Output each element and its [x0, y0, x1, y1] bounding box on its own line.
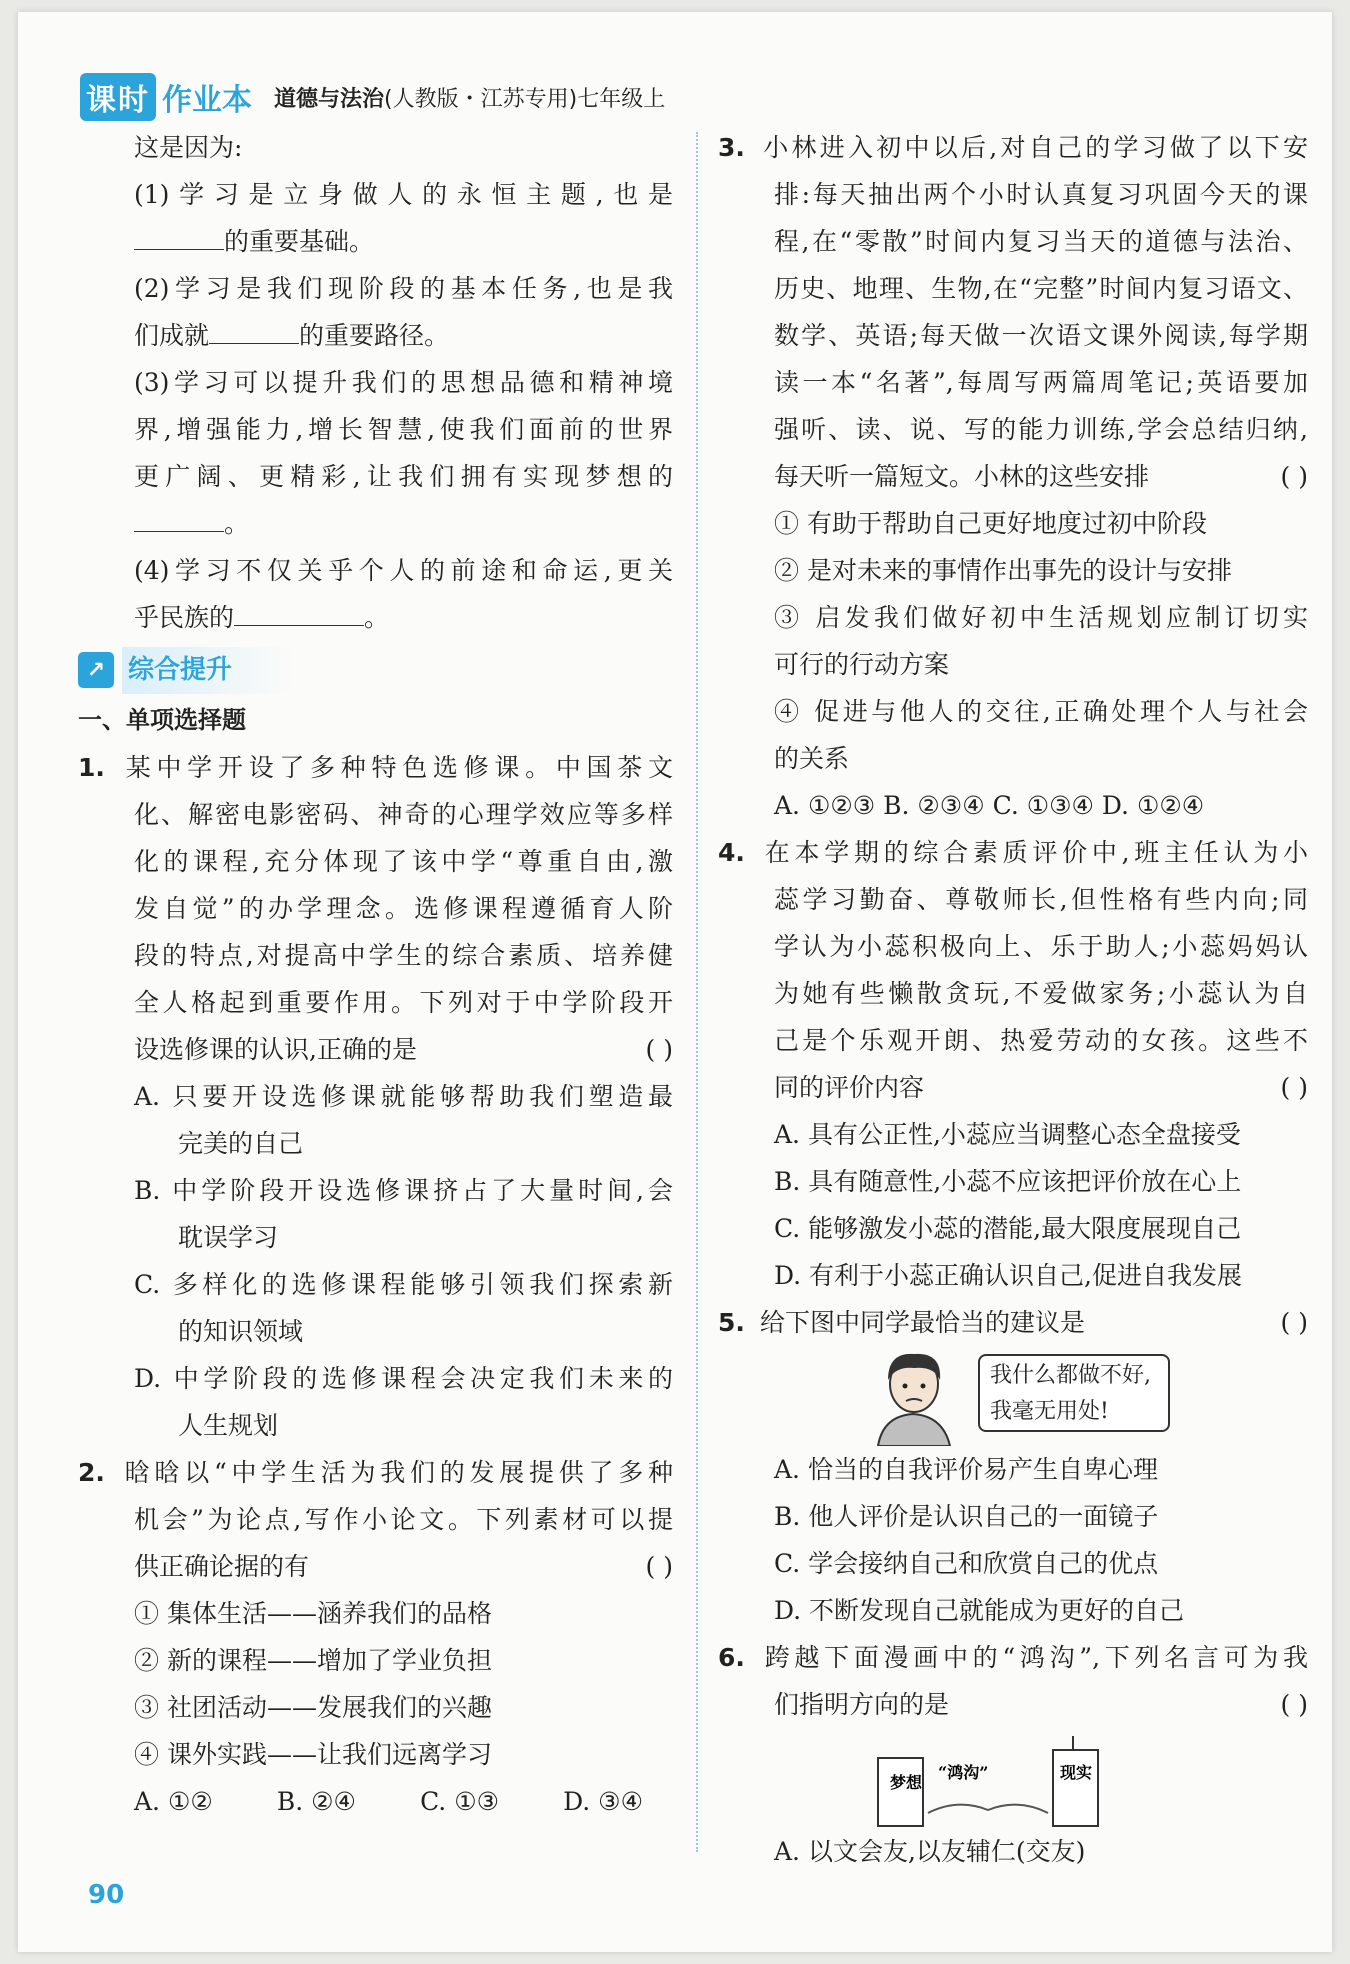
q6-cartoon: [718, 1728, 1308, 1828]
page-header: [80, 72, 665, 122]
point-2-a: (2)学习是我们现阶段的基本任务,也是我: [134, 274, 673, 303]
q3-line: 排:每天抽出两个小时认真复习巩固今天的课: [774, 180, 1308, 209]
q3-item-cont: 的关系: [774, 744, 850, 773]
point-3-a: (3)学习可以提升我们的思想品德和精神境: [134, 368, 673, 397]
q5-number: 5.: [718, 1308, 745, 1337]
q3-text: 小林进入初中以后,对自己的学习做了以下安: [760, 133, 1308, 162]
q1-option-b[interactable]: B. 中学阶段开设选修课挤占了大量时间,会: [134, 1176, 673, 1205]
section-title: 综合提升: [122, 647, 292, 694]
brand-logo: 课时: [80, 73, 156, 121]
boy-illustration: [858, 1346, 968, 1446]
q6-text-last: 们指明方向的是: [774, 1690, 950, 1719]
edition: (人教版・江苏专用): [384, 86, 578, 112]
question-1: [78, 744, 673, 1449]
q5-illustration: [718, 1346, 1308, 1446]
point-1-b-text: 的重要基础。: [224, 227, 375, 256]
q4-line: 学认为小蕊积极向上、乐于助人;小蕊妈妈认: [774, 932, 1308, 961]
q1-option-c[interactable]: C. 多样化的选修课程能够引领我们探索新: [134, 1270, 673, 1299]
q5-option-a[interactable]: A. 恰当的自我评价易产生自卑心理: [774, 1455, 1158, 1484]
q2-text: 晗晗以“中学生活为我们的发展提供了多种: [120, 1458, 673, 1487]
q2-option-d[interactable]: D. ③④: [563, 1787, 643, 1816]
q1-line: 化、解密电影密码、神奇的心理学效应等多样: [134, 800, 673, 829]
answer-blank[interactable]: [209, 313, 299, 344]
q2-item: ① 集体生活——涵养我们的品格: [134, 1599, 492, 1628]
point-2-b: [78, 312, 673, 359]
question-2: [78, 1449, 673, 1825]
point-4-b-pre: 乎民族的: [134, 603, 235, 632]
speech-bubble: [978, 1354, 1170, 1432]
answer-paren[interactable]: ( ): [1280, 462, 1308, 491]
q4-text: 在本学期的综合素质评价中,班主任认为小: [760, 838, 1308, 867]
q2-option-a[interactable]: A. ①②: [134, 1787, 213, 1816]
q1-line: 全人格起到重要作用。下列对于中学阶段开: [134, 988, 673, 1017]
q4-option-d[interactable]: D. 有利于小蕊正确认识自己,促进自我发展: [774, 1261, 1242, 1290]
q1-option-a-cont: 完美的自己: [178, 1129, 304, 1158]
q5-option-c[interactable]: C. 学会接纳自己和欣赏自己的优点: [774, 1549, 1159, 1578]
q6-line: [718, 1634, 1308, 1681]
q3-options[interactable]: A. ①②③ B. ②③④ C. ①③④ D. ①②④: [774, 791, 1205, 820]
q2-option-b[interactable]: B. ②④: [276, 1787, 356, 1816]
q3-line: 数学、英语;每天做一次语文课外阅读,每学期: [774, 321, 1308, 350]
q2-number: 2.: [78, 1458, 105, 1487]
q2-text-last: 供正确论据的有: [134, 1552, 310, 1581]
question-5: [718, 1299, 1308, 1634]
q3-line: 读一本“名著”,每周写两篇周笔记;英语要加: [774, 368, 1308, 397]
q6-line-last: [718, 1681, 1308, 1728]
answer-paren[interactable]: ( ): [1280, 1690, 1308, 1719]
page: [18, 12, 1332, 1952]
answer-blank[interactable]: [134, 219, 224, 250]
cartoon-label-reality: 现实: [1060, 1763, 1093, 1782]
q6-number: 6.: [718, 1643, 745, 1672]
q1-option-c-cont: 的知识领域: [178, 1317, 304, 1346]
q4-line: 己是个乐观开朗、热爱劳动的女孩。这些不: [774, 1026, 1308, 1055]
point-4-b-post: 。: [364, 603, 390, 632]
q2-line-last: [78, 1543, 673, 1590]
q4-option-b[interactable]: B. 具有随意性,小蕊不应该把评价放在心上: [774, 1167, 1242, 1196]
q3-line: [718, 124, 1308, 171]
section-heading: [78, 645, 673, 695]
gap-cartoon: [868, 1728, 1108, 1828]
q2-options: [78, 1778, 673, 1825]
subject: 道德与法治: [274, 86, 385, 112]
answer-paren[interactable]: ( ): [1280, 1308, 1308, 1337]
q1-line: 段的特点,对提高中学生的综合素质、培养健: [134, 941, 673, 970]
q1-number: 1.: [78, 753, 105, 782]
intro-text: 这是因为:: [134, 133, 243, 162]
q4-line: 为她有些懒散贪玩,不爱做家务;小蕊认为自: [774, 979, 1308, 1008]
q3-item: ① 有助于帮助自己更好地度过初中阶段: [774, 509, 1207, 538]
answer-blank[interactable]: [134, 501, 224, 532]
point-4-a: (4)学习不仅关乎个人的前途和命运,更关: [134, 556, 673, 585]
answer-paren[interactable]: ( ): [645, 1035, 673, 1064]
question-4: [718, 829, 1308, 1299]
q4-line: [718, 829, 1308, 876]
q1-option-d[interactable]: D. 中学阶段的选修课程会决定我们未来的: [134, 1364, 673, 1393]
rocket-icon: ↗: [78, 652, 114, 688]
q1-line-last: [78, 1026, 673, 1073]
brand-logo-text: 作业本: [162, 83, 252, 118]
q3-line: 强听、读、说、写的能力训练,学会总结归纳,: [774, 415, 1308, 444]
q1-option-d-cont: 人生规划: [178, 1411, 279, 1440]
answer-paren[interactable]: ( ): [1280, 1073, 1308, 1102]
q2-item: ④ 课外实践——让我们远离学习: [134, 1740, 492, 1769]
q5-option-d[interactable]: D. 不断发现自己就能成为更好的自己: [774, 1596, 1185, 1625]
grade: 七年级上: [577, 86, 666, 112]
bubble-line-1: 我什么都做不好,: [990, 1363, 1151, 1388]
q4-number: 4.: [718, 838, 745, 867]
q2-option-c[interactable]: C. ①③: [420, 1787, 500, 1816]
point-3-d-text: 。: [224, 509, 250, 538]
q2-line: 机会”为论点,写作小论文。下列素材可以提: [134, 1505, 673, 1534]
subheading: 一、单项选择题: [78, 706, 246, 734]
question-6: [718, 1634, 1308, 1875]
column-divider: [696, 132, 698, 1852]
q4-option-a[interactable]: A. 具有公正性,小蕊应当调整心态全盘接受: [774, 1120, 1241, 1149]
q3-item: ② 是对未来的事情作出事先的设计与安排: [774, 556, 1232, 585]
q2-item: ② 新的课程——增加了学业负担: [134, 1646, 492, 1675]
q1-text: 某中学开设了多种特色选修课。中国茶文: [120, 753, 673, 782]
q3-line-last: [718, 453, 1308, 500]
cartoon-label-gap: “鸿沟”: [938, 1763, 989, 1782]
bubble-line-2: 我毫无用处!: [990, 1399, 1109, 1424]
q1-option-a[interactable]: A. 只要开设选修课就能够帮助我们塑造最: [134, 1082, 673, 1111]
point-4-b: [78, 594, 673, 641]
q5-option-b[interactable]: B. 他人评价是认识自己的一面镜子: [774, 1502, 1159, 1531]
q3-item-cont: 可行的行动方案: [774, 650, 950, 679]
page-number: 90: [88, 1880, 125, 1910]
answer-blank[interactable]: [234, 595, 364, 626]
point-2-b-pre: 们成就: [134, 321, 210, 350]
q2-item: ③ 社团活动——发展我们的兴趣: [134, 1693, 492, 1722]
q5-text: 给下图中同学最恰当的建议是: [760, 1308, 1086, 1337]
q4-line: 蕊学习勤奋、尊敬师长,但性格有些内向;同: [774, 885, 1308, 914]
q2-line: [78, 1449, 673, 1496]
right-column: [718, 124, 1308, 1875]
q5-line: [718, 1299, 1308, 1346]
q4-text-last: 同的评价内容: [774, 1073, 925, 1102]
q4-line-last: [718, 1064, 1308, 1111]
left-column: [78, 124, 673, 1825]
q1-line: 发自觉”的办学理念。选修课程遵循育人阶: [134, 894, 673, 923]
q3-item: ③ 启发我们做好初中生活规划应制订切实: [774, 603, 1308, 632]
q4-option-c[interactable]: C. 能够激发小蕊的潜能,最大限度展现自己: [774, 1214, 1242, 1243]
point-2-b-post: 的重要路径。: [299, 321, 450, 350]
point-3-c: 更广阔、更精彩,让我们拥有实现梦想的: [134, 462, 673, 491]
q6-option-a[interactable]: A. 以文会友,以友辅仁(交友): [774, 1837, 1086, 1866]
point-1-a: (1)学习是立身做人的永恒主题,也是: [134, 180, 673, 209]
q1-text-last: 设选修课的认识,正确的是: [134, 1035, 417, 1064]
cartoon-label-dream: 梦想: [890, 1773, 923, 1792]
q1-line: [78, 744, 673, 791]
q3-line: 历史、地理、生物,在“完整”时间内复习语文、: [774, 274, 1308, 303]
q3-item: ④ 促进与他人的交往,正确处理个人与社会: [774, 697, 1308, 726]
point-3-b: 界,增强能力,增长智慧,使我们面前的世界: [134, 415, 673, 444]
q3-number: 3.: [718, 133, 745, 162]
q1-line: 化的课程,充分体现了该中学“尊重自由,激: [134, 847, 673, 876]
point-1-b: [78, 218, 673, 265]
q3-line: 程,在“零散”时间内复习当天的道德与法治、: [774, 227, 1308, 256]
q3-text-last: 每天听一篇短文。小林的这些安排: [774, 462, 1150, 491]
answer-paren[interactable]: ( ): [645, 1552, 673, 1581]
point-3-d: [78, 500, 673, 547]
header-subject: [274, 82, 665, 113]
q1-option-b-cont: 耽误学习: [178, 1223, 279, 1252]
q6-text: 跨越下面漫画中的“鸿沟”,下列名言可为我: [760, 1643, 1308, 1672]
question-3: [718, 124, 1308, 829]
